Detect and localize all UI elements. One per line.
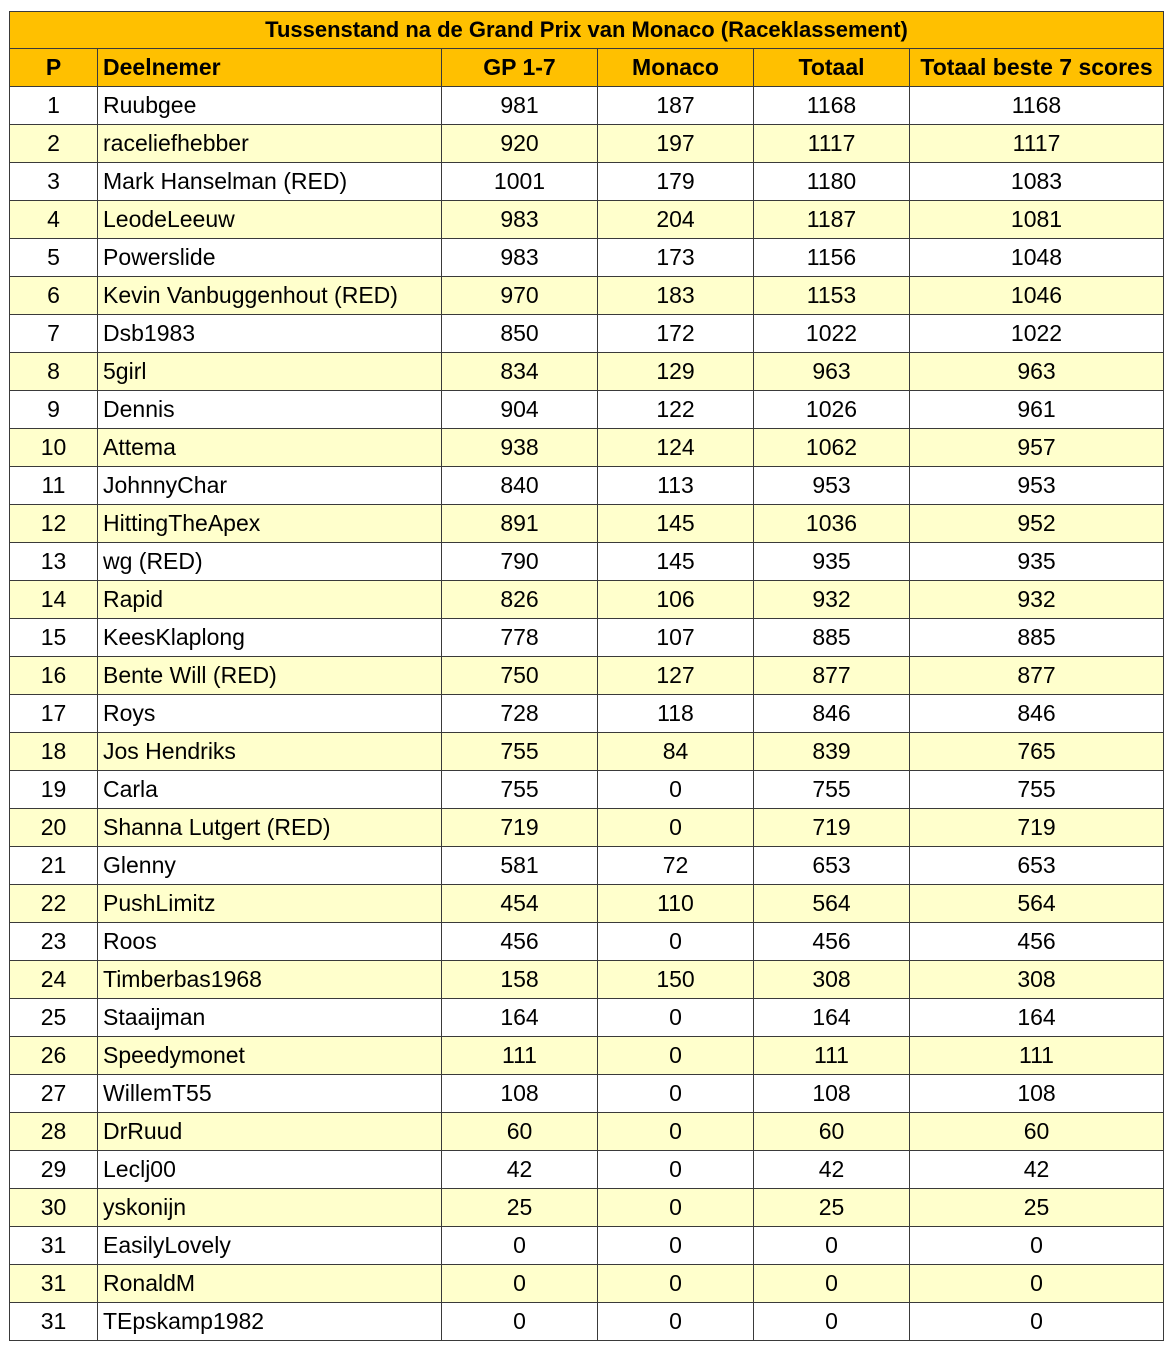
cell-total: 1187 [754, 201, 910, 239]
cell-position: 8 [10, 353, 98, 391]
table-row [10, 1037, 1164, 1075]
cell-total: 1062 [754, 429, 910, 467]
cell-gp-1-7: 581 [442, 847, 598, 885]
table-row [10, 1075, 1164, 1113]
cell-total: 456 [754, 923, 910, 961]
cell-monaco: 179 [598, 163, 754, 201]
cell-total: 1022 [754, 315, 910, 353]
cell-gp-1-7: 778 [442, 619, 598, 657]
table-row [10, 1303, 1164, 1341]
cell-best-7-total: 953 [910, 467, 1164, 505]
cell-position: 20 [10, 809, 98, 847]
cell-monaco: 187 [598, 87, 754, 125]
cell-position: 22 [10, 885, 98, 923]
cell-position: 24 [10, 961, 98, 999]
cell-monaco: 0 [598, 1037, 754, 1075]
cell-position: 5 [10, 239, 98, 277]
cell-position: 23 [10, 923, 98, 961]
col-header-total: Totaal [754, 49, 910, 87]
cell-total: 877 [754, 657, 910, 695]
cell-participant: WillemT55 [98, 1075, 442, 1113]
cell-position: 21 [10, 847, 98, 885]
table-row [10, 809, 1164, 847]
cell-total: 653 [754, 847, 910, 885]
cell-participant: Leclj00 [98, 1151, 442, 1189]
cell-position: 10 [10, 429, 98, 467]
cell-monaco: 0 [598, 1113, 754, 1151]
table-row [10, 1265, 1164, 1303]
cell-total: 839 [754, 733, 910, 771]
cell-best-7-total: 935 [910, 543, 1164, 581]
cell-best-7-total: 564 [910, 885, 1164, 923]
cell-best-7-total: 1083 [910, 163, 1164, 201]
cell-gp-1-7: 981 [442, 87, 598, 125]
table-row [10, 353, 1164, 391]
cell-position: 12 [10, 505, 98, 543]
cell-total: 42 [754, 1151, 910, 1189]
cell-position: 17 [10, 695, 98, 733]
table-row [10, 163, 1164, 201]
cell-gp-1-7: 728 [442, 695, 598, 733]
cell-total: 1168 [754, 87, 910, 125]
cell-monaco: 204 [598, 201, 754, 239]
cell-participant: Kevin Vanbuggenhout (RED) [98, 277, 442, 315]
table-row [10, 429, 1164, 467]
cell-participant: Ruubgee [98, 87, 442, 125]
cell-total: 755 [754, 771, 910, 809]
table-row [10, 999, 1164, 1037]
cell-position: 11 [10, 467, 98, 505]
cell-best-7-total: 846 [910, 695, 1164, 733]
cell-total: 111 [754, 1037, 910, 1075]
table-row [10, 695, 1164, 733]
cell-total: 932 [754, 581, 910, 619]
cell-participant: PushLimitz [98, 885, 442, 923]
table-row [10, 201, 1164, 239]
cell-total: 164 [754, 999, 910, 1037]
cell-monaco: 173 [598, 239, 754, 277]
cell-gp-1-7: 970 [442, 277, 598, 315]
cell-monaco: 0 [598, 809, 754, 847]
cell-monaco: 0 [598, 1303, 754, 1341]
cell-total: 0 [754, 1265, 910, 1303]
cell-participant: Powerslide [98, 239, 442, 277]
cell-monaco: 150 [598, 961, 754, 999]
cell-monaco: 145 [598, 505, 754, 543]
header-row [10, 49, 1164, 87]
cell-position: 19 [10, 771, 98, 809]
cell-position: 30 [10, 1189, 98, 1227]
cell-gp-1-7: 755 [442, 733, 598, 771]
cell-participant: EasilyLovely [98, 1227, 442, 1265]
cell-monaco: 110 [598, 885, 754, 923]
cell-monaco: 0 [598, 999, 754, 1037]
cell-monaco: 113 [598, 467, 754, 505]
cell-participant: HittingTheApex [98, 505, 442, 543]
cell-best-7-total: 957 [910, 429, 1164, 467]
cell-position: 27 [10, 1075, 98, 1113]
table-row [10, 239, 1164, 277]
cell-best-7-total: 0 [910, 1303, 1164, 1341]
cell-gp-1-7: 0 [442, 1303, 598, 1341]
cell-monaco: 0 [598, 1265, 754, 1303]
table-title: Tussenstand na de Grand Prix van Monaco (Raceklassement) [10, 12, 1164, 49]
cell-position: 16 [10, 657, 98, 695]
cell-position: 15 [10, 619, 98, 657]
col-header-monaco: Monaco [598, 49, 754, 87]
cell-participant: yskonijn [98, 1189, 442, 1227]
cell-participant: Jos Hendriks [98, 733, 442, 771]
cell-monaco: 84 [598, 733, 754, 771]
cell-monaco: 122 [598, 391, 754, 429]
cell-best-7-total: 755 [910, 771, 1164, 809]
table-row [10, 391, 1164, 429]
cell-gp-1-7: 108 [442, 1075, 598, 1113]
cell-position: 6 [10, 277, 98, 315]
cell-gp-1-7: 719 [442, 809, 598, 847]
cell-total: 60 [754, 1113, 910, 1151]
standings-table [9, 11, 1164, 1341]
col-header-position: P [10, 49, 98, 87]
cell-position: 31 [10, 1227, 98, 1265]
cell-total: 1156 [754, 239, 910, 277]
cell-participant: Shanna Lutgert (RED) [98, 809, 442, 847]
cell-participant: Roys [98, 695, 442, 733]
cell-total: 0 [754, 1303, 910, 1341]
cell-total: 885 [754, 619, 910, 657]
cell-participant: Timberbas1968 [98, 961, 442, 999]
cell-participant: DrRuud [98, 1113, 442, 1151]
cell-participant: 5girl [98, 353, 442, 391]
cell-best-7-total: 0 [910, 1265, 1164, 1303]
cell-gp-1-7: 164 [442, 999, 598, 1037]
cell-total: 564 [754, 885, 910, 923]
cell-total: 953 [754, 467, 910, 505]
cell-position: 31 [10, 1265, 98, 1303]
cell-position: 2 [10, 125, 98, 163]
table-row [10, 1151, 1164, 1189]
cell-best-7-total: 885 [910, 619, 1164, 657]
cell-total: 25 [754, 1189, 910, 1227]
cell-gp-1-7: 454 [442, 885, 598, 923]
cell-best-7-total: 308 [910, 961, 1164, 999]
cell-best-7-total: 961 [910, 391, 1164, 429]
cell-gp-1-7: 850 [442, 315, 598, 353]
cell-position: 28 [10, 1113, 98, 1151]
cell-best-7-total: 60 [910, 1113, 1164, 1151]
cell-best-7-total: 877 [910, 657, 1164, 695]
cell-best-7-total: 108 [910, 1075, 1164, 1113]
cell-gp-1-7: 790 [442, 543, 598, 581]
cell-gp-1-7: 920 [442, 125, 598, 163]
cell-best-7-total: 456 [910, 923, 1164, 961]
cell-gp-1-7: 1001 [442, 163, 598, 201]
cell-participant: raceliefhebber [98, 125, 442, 163]
cell-position: 1 [10, 87, 98, 125]
table-row [10, 771, 1164, 809]
cell-position: 31 [10, 1303, 98, 1341]
cell-position: 26 [10, 1037, 98, 1075]
col-header-participant: Deelnemer [98, 49, 442, 87]
cell-monaco: 127 [598, 657, 754, 695]
cell-monaco: 197 [598, 125, 754, 163]
cell-participant: Carla [98, 771, 442, 809]
cell-gp-1-7: 840 [442, 467, 598, 505]
cell-total: 719 [754, 809, 910, 847]
table-row [10, 657, 1164, 695]
cell-position: 29 [10, 1151, 98, 1189]
cell-participant: Rapid [98, 581, 442, 619]
cell-gp-1-7: 891 [442, 505, 598, 543]
cell-monaco: 129 [598, 353, 754, 391]
cell-gp-1-7: 826 [442, 581, 598, 619]
cell-gp-1-7: 42 [442, 1151, 598, 1189]
cell-gp-1-7: 755 [442, 771, 598, 809]
cell-monaco: 183 [598, 277, 754, 315]
cell-position: 3 [10, 163, 98, 201]
cell-monaco: 0 [598, 923, 754, 961]
cell-best-7-total: 164 [910, 999, 1164, 1037]
table-row [10, 505, 1164, 543]
cell-monaco: 0 [598, 1189, 754, 1227]
cell-best-7-total: 653 [910, 847, 1164, 885]
table-row [10, 277, 1164, 315]
cell-position: 4 [10, 201, 98, 239]
cell-monaco: 0 [598, 1075, 754, 1113]
cell-participant: Dennis [98, 391, 442, 429]
cell-best-7-total: 1022 [910, 315, 1164, 353]
cell-best-7-total: 0 [910, 1227, 1164, 1265]
cell-participant: Speedymonet [98, 1037, 442, 1075]
cell-participant: TEpskamp1982 [98, 1303, 442, 1341]
cell-total: 1036 [754, 505, 910, 543]
table-row [10, 961, 1164, 999]
cell-best-7-total: 111 [910, 1037, 1164, 1075]
cell-participant: Dsb1983 [98, 315, 442, 353]
cell-gp-1-7: 834 [442, 353, 598, 391]
cell-participant: RonaldM [98, 1265, 442, 1303]
cell-total: 0 [754, 1227, 910, 1265]
table-row [10, 847, 1164, 885]
cell-monaco: 0 [598, 1151, 754, 1189]
cell-participant: JohnnyChar [98, 467, 442, 505]
table-row [10, 543, 1164, 581]
table-row [10, 1189, 1164, 1227]
cell-total: 108 [754, 1075, 910, 1113]
cell-gp-1-7: 60 [442, 1113, 598, 1151]
cell-monaco: 0 [598, 1227, 754, 1265]
cell-monaco: 72 [598, 847, 754, 885]
cell-position: 13 [10, 543, 98, 581]
cell-total: 1180 [754, 163, 910, 201]
cell-best-7-total: 765 [910, 733, 1164, 771]
standings-body [10, 87, 1164, 1341]
cell-best-7-total: 25 [910, 1189, 1164, 1227]
cell-gp-1-7: 25 [442, 1189, 598, 1227]
cell-best-7-total: 1048 [910, 239, 1164, 277]
table-row [10, 733, 1164, 771]
table-row [10, 125, 1164, 163]
cell-best-7-total: 719 [910, 809, 1164, 847]
cell-gp-1-7: 750 [442, 657, 598, 695]
cell-participant: Attema [98, 429, 442, 467]
cell-monaco: 0 [598, 771, 754, 809]
cell-participant: Mark Hanselman (RED) [98, 163, 442, 201]
cell-total: 1117 [754, 125, 910, 163]
cell-participant: wg (RED) [98, 543, 442, 581]
cell-monaco: 118 [598, 695, 754, 733]
cell-monaco: 106 [598, 581, 754, 619]
standings-sheet [9, 11, 1164, 1341]
table-row [10, 87, 1164, 125]
cell-best-7-total: 42 [910, 1151, 1164, 1189]
cell-best-7-total: 952 [910, 505, 1164, 543]
cell-total: 935 [754, 543, 910, 581]
table-row [10, 581, 1164, 619]
table-row [10, 467, 1164, 505]
cell-position: 7 [10, 315, 98, 353]
cell-total: 308 [754, 961, 910, 999]
cell-gp-1-7: 456 [442, 923, 598, 961]
cell-monaco: 107 [598, 619, 754, 657]
cell-participant: LeodeLeeuw [98, 201, 442, 239]
cell-participant: KeesKlaplong [98, 619, 442, 657]
cell-gp-1-7: 904 [442, 391, 598, 429]
cell-monaco: 145 [598, 543, 754, 581]
cell-participant: Glenny [98, 847, 442, 885]
cell-best-7-total: 932 [910, 581, 1164, 619]
cell-total: 1026 [754, 391, 910, 429]
table-row [10, 885, 1164, 923]
cell-participant: Bente Will (RED) [98, 657, 442, 695]
cell-position: 18 [10, 733, 98, 771]
table-row [10, 923, 1164, 961]
table-row [10, 619, 1164, 657]
cell-best-7-total: 1081 [910, 201, 1164, 239]
cell-monaco: 124 [598, 429, 754, 467]
table-row [10, 1227, 1164, 1265]
cell-total: 1153 [754, 277, 910, 315]
cell-best-7-total: 963 [910, 353, 1164, 391]
cell-best-7-total: 1117 [910, 125, 1164, 163]
col-header-gp-1-7: GP 1-7 [442, 49, 598, 87]
cell-gp-1-7: 983 [442, 239, 598, 277]
cell-gp-1-7: 983 [442, 201, 598, 239]
cell-participant: Staaijman [98, 999, 442, 1037]
cell-position: 25 [10, 999, 98, 1037]
cell-gp-1-7: 938 [442, 429, 598, 467]
cell-gp-1-7: 0 [442, 1227, 598, 1265]
table-row [10, 1113, 1164, 1151]
cell-total: 846 [754, 695, 910, 733]
table-row [10, 315, 1164, 353]
cell-best-7-total: 1168 [910, 87, 1164, 125]
cell-total: 963 [754, 353, 910, 391]
cell-best-7-total: 1046 [910, 277, 1164, 315]
cell-gp-1-7: 111 [442, 1037, 598, 1075]
cell-position: 14 [10, 581, 98, 619]
cell-participant: Roos [98, 923, 442, 961]
cell-gp-1-7: 0 [442, 1265, 598, 1303]
cell-monaco: 172 [598, 315, 754, 353]
col-header-best-7-total: Totaal beste 7 scores [910, 49, 1164, 87]
cell-gp-1-7: 158 [442, 961, 598, 999]
cell-position: 9 [10, 391, 98, 429]
